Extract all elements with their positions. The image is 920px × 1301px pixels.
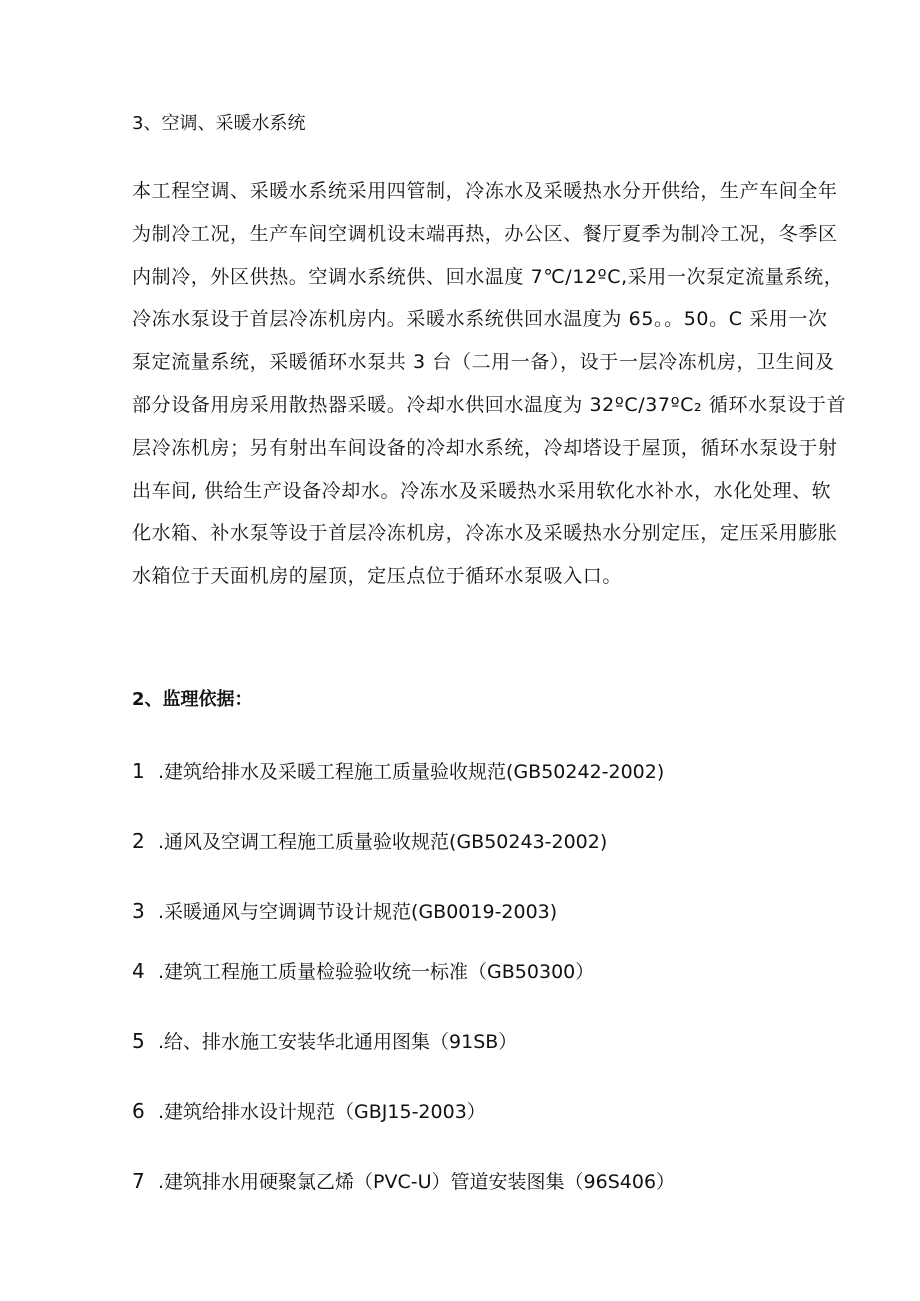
basis-item-number: 3 (132, 899, 145, 923)
paragraph-line: 出车间, 供给生产设备冷却水。冷冻水及采暖热水采用软化水补水，水化处理、软 (132, 479, 832, 502)
paragraph-line: 冷冻水泵设于首层冷冻机房内。采暖水系统供回水温度为 65。。50。C 采用一次 (132, 308, 828, 331)
basis-item-text: .建筑排水用硬聚氯乙烯（PVC-U）管道安装图集（96S406） (158, 1171, 676, 1193)
paragraph-line: 泵定流量系统，采暖循环水泵共 3 台（二用一备），设于一层冷冻机房，卫生间及 (132, 351, 835, 374)
basis-item-number: 4 (132, 959, 145, 983)
basis-item-number: 1 (132, 759, 145, 783)
section-heading: 3、空调、采暖水系统 (132, 113, 306, 134)
basis-item-text: .建筑工程施工质量检验验收统一标准（GB50300） (158, 961, 595, 983)
basis-item-text: .采暖通风与空调调节设计规范(GB0019-2003) (158, 901, 558, 923)
paragraph-line: 本工程空调、采暖水系统采用四管制，冷冻水及采暖热水分开供给，生产车间全年 (132, 180, 838, 202)
basis-item-number: 7 (132, 1169, 145, 1193)
basis-list-item (132, 1027, 517, 1056)
basis-list-item (132, 897, 557, 926)
basis-item-text: .给、排水施工安装华北通用图集（91SB） (158, 1031, 518, 1053)
basis-list-item (132, 827, 607, 856)
basis-heading: 2、监理依据： (132, 689, 253, 710)
basis-item-text: .建筑给排水及采暖工程施工质量验收规范(GB50242-2002) (158, 761, 665, 783)
basis-list-item (132, 957, 594, 986)
paragraph-line: 层冷冻机房；另有射出车间设备的冷却水系统，冷却塔设于屋顶，循环水泵设于射 (132, 436, 838, 459)
basis-list-item (132, 757, 664, 786)
basis-item-number: 5 (132, 1029, 145, 1053)
basis-list-item (132, 1097, 486, 1126)
paragraph-line: 化水箱、补水泵等设于首层冷冻机房，冷冻水及采暖热水分别定压，定压采用膨胀 (132, 522, 838, 545)
basis-item-text: .建筑给排水设计规范（GBJ15-2003） (158, 1101, 486, 1123)
paragraph-line: 为制冷工况，生产车间空调机设末端再热，办公区、餐厅夏季为制冷工况，冬季区 (132, 222, 838, 245)
basis-list-item (132, 1167, 675, 1196)
basis-item-number: 6 (132, 1099, 145, 1123)
system-description-paragraph (132, 170, 847, 598)
basis-item-number: 2 (132, 829, 145, 853)
paragraph-line: 水箱位于天面机房的屋顶，定压点位于循环水泵吸入口。 (132, 565, 623, 588)
paragraph-line: 部分设备用房采用散热器采暖。冷却水供回水温度为 32ºC/37ºC₂ 循环水泵设于首 (132, 393, 847, 416)
paragraph-line: 内制冷，外区供热。空调水系统供、回水温度 7℃/12ºC,采用一次泵定流量系统， (132, 265, 844, 288)
basis-item-text: .通风及空调工程施工质量验收规范(GB50243-2002) (158, 831, 608, 853)
